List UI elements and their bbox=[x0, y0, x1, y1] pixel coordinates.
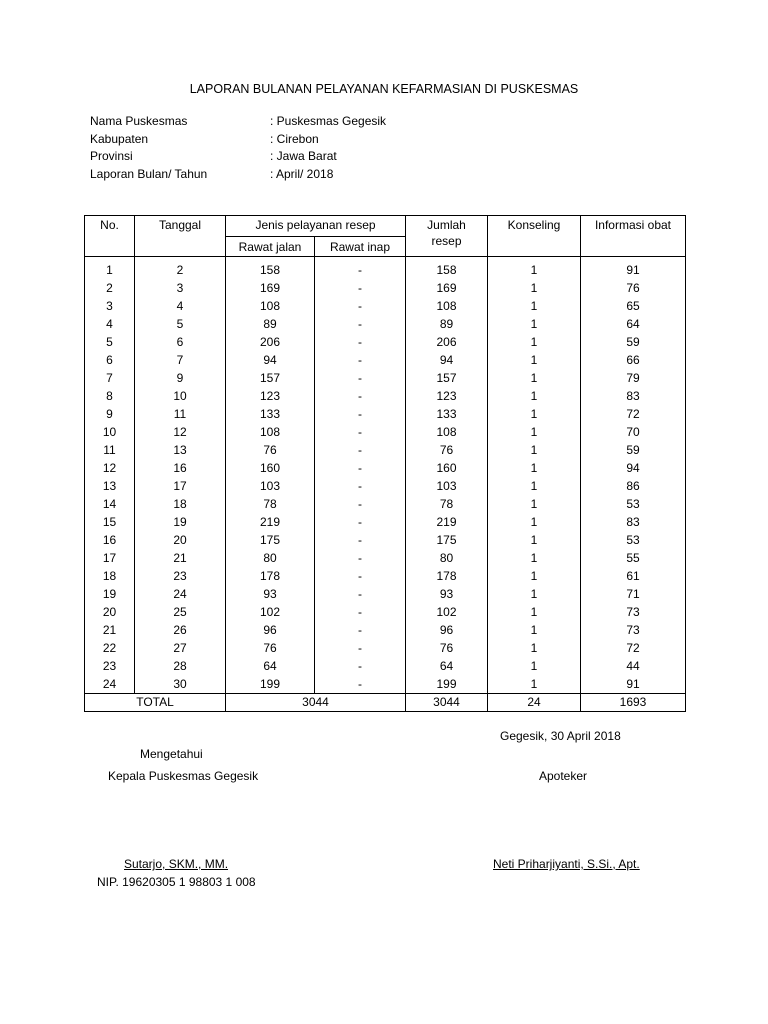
cell-rawat-inap: - bbox=[315, 495, 406, 513]
cell-tanggal: 12 bbox=[135, 423, 226, 441]
cell-rawat-jalan: 89 bbox=[226, 315, 315, 333]
cell-rawat-inap: - bbox=[315, 621, 406, 639]
cell-rawat-jalan: 96 bbox=[226, 621, 315, 639]
total-jumlah-resep: 3044 bbox=[406, 694, 488, 712]
cell-no: 22 bbox=[85, 639, 135, 657]
cell-jumlah-resep: 76 bbox=[406, 639, 488, 657]
cell-rawat-inap: - bbox=[315, 387, 406, 405]
cell-no: 16 bbox=[85, 531, 135, 549]
cell-jumlah-resep: 89 bbox=[406, 315, 488, 333]
cell-jumlah-resep: 175 bbox=[406, 531, 488, 549]
cell-rawat-jalan: 108 bbox=[226, 423, 315, 441]
cell-informasi-obat: 76 bbox=[581, 279, 686, 297]
report-info bbox=[90, 113, 386, 183]
cell-konseling: 1 bbox=[488, 639, 581, 657]
cell-tanggal: 26 bbox=[135, 621, 226, 639]
table-row bbox=[85, 513, 686, 531]
cell-informasi-obat: 73 bbox=[581, 603, 686, 621]
cell-tanggal: 3 bbox=[135, 279, 226, 297]
cell-tanggal: 30 bbox=[135, 675, 226, 694]
pharmacist-title: Apoteker bbox=[539, 769, 588, 783]
cell-informasi-obat: 91 bbox=[581, 675, 686, 694]
header-jenis-pelayanan: Jenis pelayanan resep bbox=[226, 216, 406, 237]
cell-rawat-inap: - bbox=[315, 549, 406, 567]
cell-konseling: 1 bbox=[488, 297, 581, 315]
info-value: : Jawa Barat bbox=[270, 149, 337, 164]
cell-konseling: 1 bbox=[488, 351, 581, 369]
header-jumlah-line1: Jumlah bbox=[427, 218, 466, 232]
cell-rawat-inap: - bbox=[315, 639, 406, 657]
header-informasi-obat: Informasi obat bbox=[581, 216, 686, 257]
info-value: : Puskesmas Gegesik bbox=[270, 114, 387, 128]
cell-no: 5 bbox=[85, 333, 135, 351]
cell-konseling: 1 bbox=[488, 405, 581, 423]
cell-jumlah-resep: 80 bbox=[406, 549, 488, 567]
head-nip: NIP. 19620305 1 98803 1 008 bbox=[97, 875, 256, 889]
info-value: : Cirebon bbox=[270, 131, 319, 146]
cell-rawat-jalan: 102 bbox=[226, 603, 315, 621]
cell-informasi-obat: 55 bbox=[581, 549, 686, 567]
cell-informasi-obat: 72 bbox=[581, 639, 686, 657]
table-row bbox=[85, 405, 686, 423]
cell-rawat-jalan: 175 bbox=[226, 531, 315, 549]
header-jumlah-resep bbox=[406, 216, 488, 257]
cell-jumlah-resep: 103 bbox=[406, 477, 488, 495]
cell-jumlah-resep: 158 bbox=[406, 257, 488, 280]
place-date: Gegesik, 30 April 2018 bbox=[500, 729, 621, 743]
cell-no: 13 bbox=[85, 477, 135, 495]
cell-rawat-inap: - bbox=[315, 603, 406, 621]
table-row bbox=[85, 657, 686, 675]
total-konseling: 24 bbox=[488, 694, 581, 712]
cell-konseling: 1 bbox=[488, 549, 581, 567]
header-jumlah-line2: resep bbox=[431, 234, 462, 248]
cell-rawat-jalan: 160 bbox=[226, 459, 315, 477]
info-label: Provinsi bbox=[90, 149, 133, 164]
cell-informasi-obat: 72 bbox=[581, 405, 686, 423]
cell-no: 24 bbox=[85, 675, 135, 694]
table-row bbox=[85, 297, 686, 315]
table-body bbox=[85, 257, 686, 694]
cell-jumlah-resep: 199 bbox=[406, 675, 488, 694]
cell-no: 1 bbox=[85, 257, 135, 280]
cell-rawat-jalan: 93 bbox=[226, 585, 315, 603]
cell-rawat-jalan: 64 bbox=[226, 657, 315, 675]
cell-no: 19 bbox=[85, 585, 135, 603]
cell-konseling: 1 bbox=[488, 257, 581, 280]
cell-konseling: 1 bbox=[488, 513, 581, 531]
table-row bbox=[85, 333, 686, 351]
cell-no: 11 bbox=[85, 441, 135, 459]
cell-no: 21 bbox=[85, 621, 135, 639]
cell-rawat-inap: - bbox=[315, 333, 406, 351]
cell-informasi-obat: 70 bbox=[581, 423, 686, 441]
cell-rawat-inap: - bbox=[315, 297, 406, 315]
table-row bbox=[85, 495, 686, 513]
cell-no: 20 bbox=[85, 603, 135, 621]
cell-informasi-obat: 71 bbox=[581, 585, 686, 603]
table-row bbox=[85, 351, 686, 369]
cell-informasi-obat: 86 bbox=[581, 477, 686, 495]
table-row bbox=[85, 423, 686, 441]
cell-rawat-inap: - bbox=[315, 477, 406, 495]
cell-rawat-inap: - bbox=[315, 315, 406, 333]
cell-tanggal: 16 bbox=[135, 459, 226, 477]
cell-jumlah-resep: 93 bbox=[406, 585, 488, 603]
cell-no: 10 bbox=[85, 423, 135, 441]
cell-tanggal: 11 bbox=[135, 405, 226, 423]
cell-rawat-inap: - bbox=[315, 351, 406, 369]
table-row bbox=[85, 441, 686, 459]
cell-rawat-jalan: 108 bbox=[226, 297, 315, 315]
cell-rawat-inap: - bbox=[315, 567, 406, 585]
cell-konseling: 1 bbox=[488, 621, 581, 639]
cell-rawat-jalan: 80 bbox=[226, 549, 315, 567]
table-row bbox=[85, 585, 686, 603]
cell-jumlah-resep: 160 bbox=[406, 459, 488, 477]
cell-rawat-jalan: 206 bbox=[226, 333, 315, 351]
cell-tanggal: 18 bbox=[135, 495, 226, 513]
cell-jumlah-resep: 178 bbox=[406, 567, 488, 585]
table-row bbox=[85, 369, 686, 387]
cell-rawat-jalan: 169 bbox=[226, 279, 315, 297]
cell-no: 14 bbox=[85, 495, 135, 513]
cell-informasi-obat: 73 bbox=[581, 621, 686, 639]
report-title: LAPORAN BULANAN PELAYANAN KEFARMASIAN DI PUSKESMAS bbox=[189, 82, 579, 96]
cell-no: 12 bbox=[85, 459, 135, 477]
cell-no: 15 bbox=[85, 513, 135, 531]
cell-tanggal: 2 bbox=[135, 257, 226, 280]
cell-informasi-obat: 59 bbox=[581, 441, 686, 459]
cell-tanggal: 5 bbox=[135, 315, 226, 333]
total-informasi-obat: 1693 bbox=[581, 694, 686, 712]
cell-no: 2 bbox=[85, 279, 135, 297]
cell-rawat-jalan: 178 bbox=[226, 567, 315, 585]
cell-jumlah-resep: 108 bbox=[406, 423, 488, 441]
cell-tanggal: 4 bbox=[135, 297, 226, 315]
cell-informasi-obat: 94 bbox=[581, 459, 686, 477]
cell-no: 23 bbox=[85, 657, 135, 675]
head-name: Sutarjo, SKM., MM. bbox=[124, 857, 229, 871]
info-label: Laporan Bulan/ Tahun bbox=[90, 166, 208, 181]
cell-tanggal: 25 bbox=[135, 603, 226, 621]
cell-rawat-inap: - bbox=[315, 459, 406, 477]
cell-konseling: 1 bbox=[488, 279, 581, 297]
cell-rawat-jalan: 199 bbox=[226, 675, 315, 694]
cell-rawat-jalan: 158 bbox=[226, 257, 315, 280]
cell-konseling: 1 bbox=[488, 423, 581, 441]
cell-tanggal: 13 bbox=[135, 441, 226, 459]
acknowledge-label: Mengetahui bbox=[140, 747, 203, 761]
header-konseling: Konseling bbox=[488, 216, 581, 257]
table-row bbox=[85, 603, 686, 621]
table-row bbox=[85, 477, 686, 495]
info-label: Kabupaten bbox=[90, 131, 149, 146]
cell-informasi-obat: 64 bbox=[581, 315, 686, 333]
table-row bbox=[85, 549, 686, 567]
table-row bbox=[85, 279, 686, 297]
cell-rawat-inap: - bbox=[315, 531, 406, 549]
cell-tanggal: 6 bbox=[135, 333, 226, 351]
cell-rawat-inap: - bbox=[315, 369, 406, 387]
cell-tanggal: 7 bbox=[135, 351, 226, 369]
cell-rawat-jalan: 94 bbox=[226, 351, 315, 369]
cell-informasi-obat: 91 bbox=[581, 257, 686, 280]
cell-jumlah-resep: 219 bbox=[406, 513, 488, 531]
cell-konseling: 1 bbox=[488, 369, 581, 387]
cell-jumlah-resep: 206 bbox=[406, 333, 488, 351]
cell-informasi-obat: 65 bbox=[581, 297, 686, 315]
table-row bbox=[85, 459, 686, 477]
cell-jumlah-resep: 169 bbox=[406, 279, 488, 297]
cell-tanggal: 10 bbox=[135, 387, 226, 405]
cell-rawat-jalan: 103 bbox=[226, 477, 315, 495]
info-row-periode bbox=[90, 166, 386, 184]
cell-rawat-jalan: 157 bbox=[226, 369, 315, 387]
cell-jumlah-resep: 94 bbox=[406, 351, 488, 369]
info-label: Nama Puskesmas bbox=[90, 114, 188, 128]
cell-informasi-obat: 79 bbox=[581, 369, 686, 387]
cell-konseling: 1 bbox=[488, 531, 581, 549]
cell-rawat-jalan: 76 bbox=[226, 441, 315, 459]
cell-rawat-inap: - bbox=[315, 279, 406, 297]
info-row-kabupaten bbox=[90, 131, 386, 149]
header-rawat-inap: Rawat inap bbox=[315, 237, 406, 257]
cell-rawat-inap: - bbox=[315, 657, 406, 675]
cell-rawat-inap: - bbox=[315, 441, 406, 459]
cell-no: 18 bbox=[85, 567, 135, 585]
pharmacist-name: Neti Priharjiyanti, S.Si., Apt. bbox=[493, 857, 640, 871]
total-pelayanan: 3044 bbox=[226, 694, 406, 712]
table-row bbox=[85, 675, 686, 694]
info-row-provinsi bbox=[90, 148, 386, 166]
cell-jumlah-resep: 102 bbox=[406, 603, 488, 621]
cell-konseling: 1 bbox=[488, 333, 581, 351]
cell-no: 3 bbox=[85, 297, 135, 315]
cell-konseling: 1 bbox=[488, 477, 581, 495]
cell-tanggal: 21 bbox=[135, 549, 226, 567]
cell-konseling: 1 bbox=[488, 657, 581, 675]
table-row bbox=[85, 257, 686, 280]
table-row bbox=[85, 387, 686, 405]
cell-no: 17 bbox=[85, 549, 135, 567]
cell-informasi-obat: 59 bbox=[581, 333, 686, 351]
cell-rawat-inap: - bbox=[315, 423, 406, 441]
cell-tanggal: 27 bbox=[135, 639, 226, 657]
cell-no: 7 bbox=[85, 369, 135, 387]
info-value: : April/ 2018 bbox=[270, 166, 334, 181]
cell-rawat-jalan: 219 bbox=[226, 513, 315, 531]
cell-rawat-inap: - bbox=[315, 405, 406, 423]
cell-rawat-jalan: 123 bbox=[226, 387, 315, 405]
header-tanggal: Tanggal bbox=[135, 216, 226, 257]
table-row bbox=[85, 531, 686, 549]
cell-jumlah-resep: 76 bbox=[406, 441, 488, 459]
cell-konseling: 1 bbox=[488, 585, 581, 603]
cell-konseling: 1 bbox=[488, 567, 581, 585]
cell-informasi-obat: 44 bbox=[581, 657, 686, 675]
cell-konseling: 1 bbox=[488, 603, 581, 621]
cell-jumlah-resep: 96 bbox=[406, 621, 488, 639]
cell-tanggal: 19 bbox=[135, 513, 226, 531]
cell-jumlah-resep: 78 bbox=[406, 495, 488, 513]
cell-no: 4 bbox=[85, 315, 135, 333]
cell-informasi-obat: 53 bbox=[581, 495, 686, 513]
table-row bbox=[85, 315, 686, 333]
cell-konseling: 1 bbox=[488, 441, 581, 459]
cell-tanggal: 20 bbox=[135, 531, 226, 549]
table-row bbox=[85, 621, 686, 639]
cell-rawat-inap: - bbox=[315, 675, 406, 694]
cell-no: 9 bbox=[85, 405, 135, 423]
cell-informasi-obat: 83 bbox=[581, 387, 686, 405]
header-no: No. bbox=[85, 216, 135, 257]
cell-konseling: 1 bbox=[488, 495, 581, 513]
cell-tanggal: 9 bbox=[135, 369, 226, 387]
cell-rawat-inap: - bbox=[315, 257, 406, 280]
cell-no: 8 bbox=[85, 387, 135, 405]
cell-konseling: 1 bbox=[488, 315, 581, 333]
cell-jumlah-resep: 64 bbox=[406, 657, 488, 675]
cell-rawat-jalan: 76 bbox=[226, 639, 315, 657]
table-row bbox=[85, 567, 686, 585]
report-table bbox=[84, 215, 686, 712]
cell-jumlah-resep: 123 bbox=[406, 387, 488, 405]
cell-konseling: 1 bbox=[488, 459, 581, 477]
cell-tanggal: 23 bbox=[135, 567, 226, 585]
cell-rawat-jalan: 133 bbox=[226, 405, 315, 423]
cell-rawat-jalan: 78 bbox=[226, 495, 315, 513]
cell-tanggal: 28 bbox=[135, 657, 226, 675]
total-row bbox=[85, 694, 686, 712]
total-label: TOTAL bbox=[85, 694, 226, 712]
cell-informasi-obat: 61 bbox=[581, 567, 686, 585]
cell-jumlah-resep: 157 bbox=[406, 369, 488, 387]
cell-jumlah-resep: 133 bbox=[406, 405, 488, 423]
cell-konseling: 1 bbox=[488, 675, 581, 694]
head-title: Kepala Puskesmas Gegesik bbox=[108, 769, 259, 783]
cell-informasi-obat: 83 bbox=[581, 513, 686, 531]
cell-konseling: 1 bbox=[488, 387, 581, 405]
cell-no: 6 bbox=[85, 351, 135, 369]
cell-informasi-obat: 53 bbox=[581, 531, 686, 549]
cell-tanggal: 24 bbox=[135, 585, 226, 603]
cell-rawat-inap: - bbox=[315, 513, 406, 531]
table-row bbox=[85, 639, 686, 657]
cell-tanggal: 17 bbox=[135, 477, 226, 495]
header-rawat-jalan: Rawat jalan bbox=[226, 237, 315, 257]
cell-informasi-obat: 66 bbox=[581, 351, 686, 369]
info-row-puskesmas bbox=[90, 113, 386, 131]
cell-jumlah-resep: 108 bbox=[406, 297, 488, 315]
cell-rawat-inap: - bbox=[315, 585, 406, 603]
